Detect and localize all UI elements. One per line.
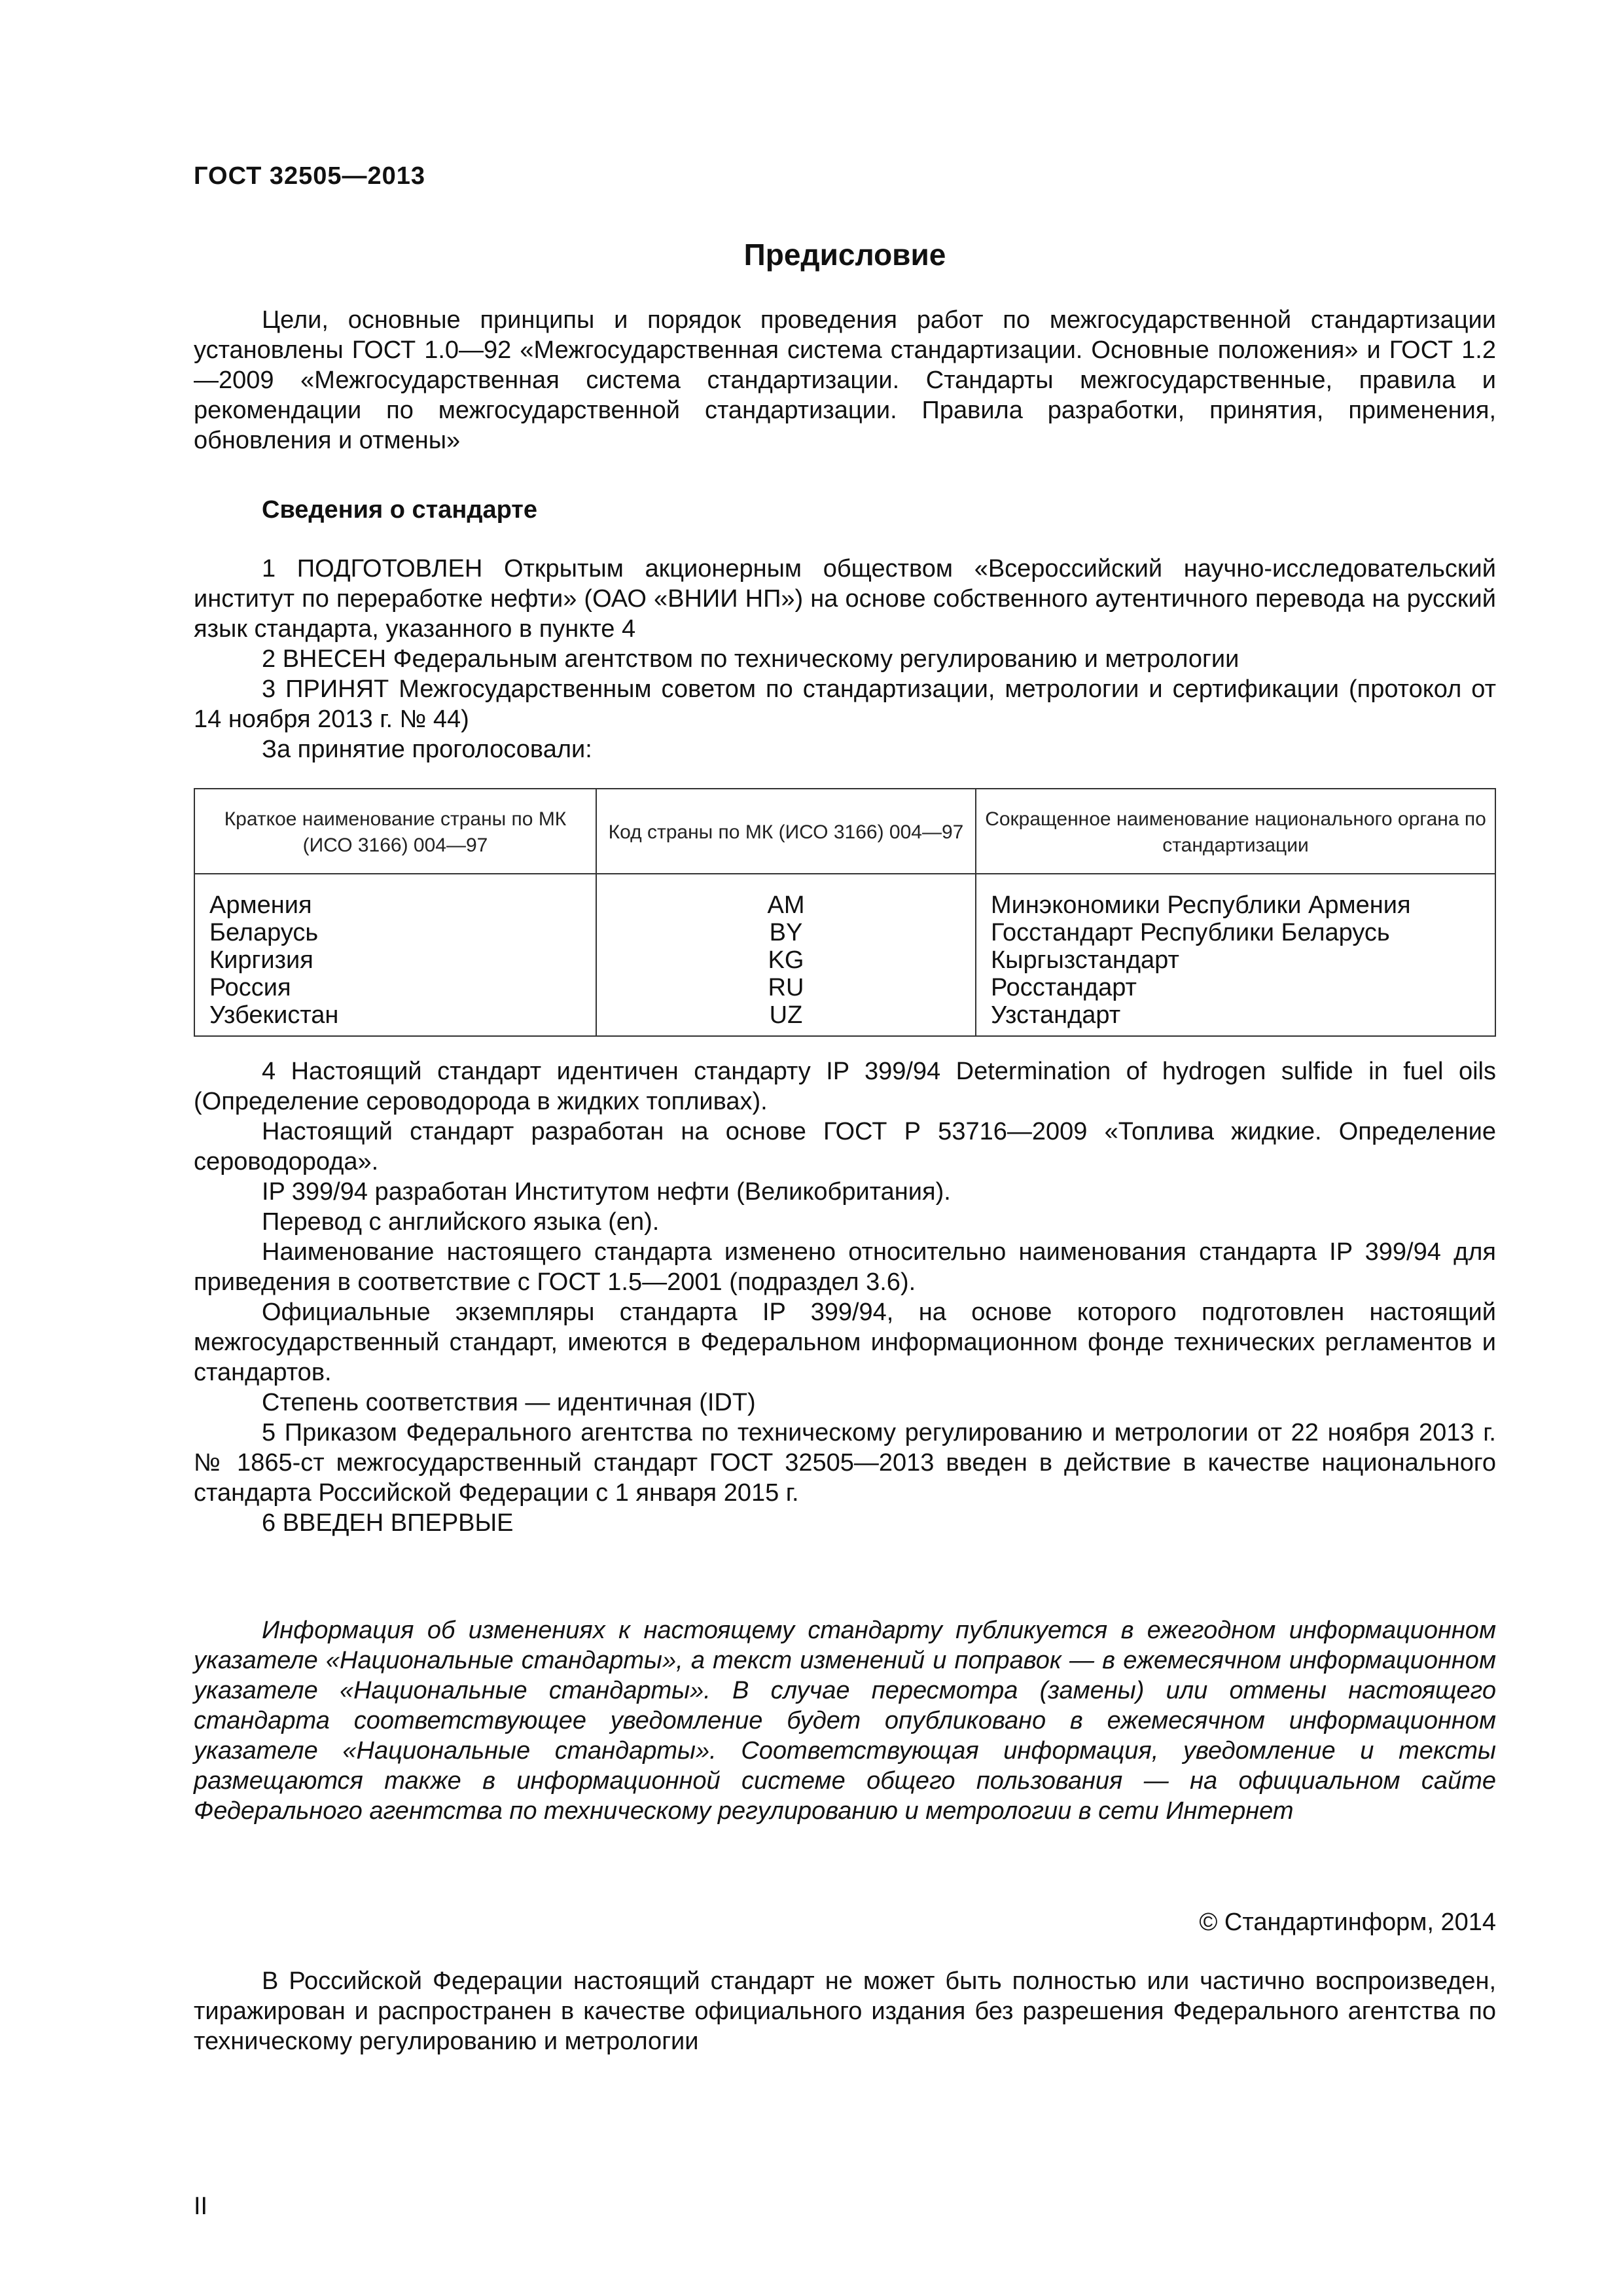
detail-paragraph: Наименование настоящего стандарта изменено относительно наименования стандарта IP 399/94 для приведения в соответствие с ГОСТ 1.5—2001 (подраздел 3.6). [194, 1238, 1496, 1296]
standards-body: Узстандарт [976, 1001, 1495, 1036]
info-section [194, 554, 1496, 764]
header-country-name: Краткое наименование страны по МК (ИСО 3166) 004—97 [194, 789, 596, 874]
info-paragraph-2: 2 ВНЕСЕН Федеральным агентством по техническому регулированию и метрологии [262, 645, 1240, 673]
detail-paragraph: Официальные экземпляры стандарта IP 399/94, на основе которого подготовлен настоящий межгосударственный стандарт, имеются в Федеральном информационном фонде технических регламентов и стандартов. [194, 1299, 1496, 1386]
country-name: Киргизия [194, 946, 596, 974]
page-title: Предисловие [743, 238, 946, 272]
section-heading: Сведения о стандарте [262, 496, 538, 524]
standards-body: Госстандарт Республики Беларусь [976, 919, 1495, 946]
detail-paragraph: 5 Приказом Федерального агентства по техническому регулированию и метрологии от 22 ноября 2013 г. № 1865-ст межгосударственный стандарт ГОСТ 32505—2013 введен в действие в качестве национального стандарта Российской Федерации с 1 января 2015 г. [194, 1419, 1496, 1507]
info-paragraph-3: 3 ПРИНЯТ Межгосударственным советом по стандартизации, метрологии и сертификации (протокол от 14 ноября 2013 г. № 44) [194, 675, 1496, 733]
table-row [194, 1001, 1495, 1036]
table-row [194, 874, 1495, 919]
detail-paragraph: Настоящий стандарт разработан на основе ГОСТ Р 53716—2009 «Топлива жидкие. Определение сероводорода». [194, 1118, 1496, 1175]
country-code: RU [596, 974, 976, 1001]
detail-paragraph: Степень соответствия — идентичная (IDT) [262, 1389, 756, 1416]
country-name: Узбекистан [194, 1001, 596, 1036]
country-name: Армения [194, 874, 596, 919]
header-country-code: Код страны по МК (ИСО 3166) 004—97 [596, 789, 976, 874]
page-number: II [194, 2193, 208, 2220]
country-code: BY [596, 919, 976, 946]
details-section [194, 1056, 1496, 1538]
detail-paragraph: Перевод с английского языка (en). [262, 1208, 660, 1236]
detail-paragraph: 4 Настоящий стандарт идентичен стандарту IP 399/94 Determination of hydrogen sulfide in fuel oils (Определение сероводорода в жидких топливах). [194, 1058, 1496, 1115]
table-header-row [194, 789, 1495, 874]
standards-body: Минэкономики Республики Армения [976, 874, 1495, 919]
detail-paragraph: 6 ВВЕДЕН ВПЕРВЫЕ [262, 1509, 514, 1537]
copyright-notice: © Стандартинформ, 2014 [1199, 1909, 1496, 1936]
table-row [194, 946, 1495, 974]
amendments-note: Информация об изменениях к настоящему стандарту публикуется в ежегодном информационном указателе «Национальные стандарты», а текст изменений и поправок — в ежемесячном информационном указателе «Национальные стандарты». В случае пересмотра (замены) или отмены настоящего стандарта соответствующее уведомление будет опубликовано в ежемесячном информационном указателе «Национальные стандарты». Соответствующая информация, уведомление и тексты размещаются также в информационной системе общего пользования — на официальном сайте Федерального агентства по техническому регулированию и метрологии в сети Интернет [194, 1617, 1496, 1825]
rights-paragraph: В Российской Федерации настоящий стандарт не может быть полностью или частично воспроизведен, тиражирован и распространен в качестве официального издания без разрешения Федерального агентства по техническому регулированию и метрологии [194, 1967, 1496, 2055]
intro-section [194, 305, 1496, 456]
country-name: Россия [194, 974, 596, 1001]
country-code: AM [596, 874, 976, 919]
country-code: KG [596, 946, 976, 974]
info-paragraph-1: 1 ПОДГОТОВЛЕН Открытым акционерным обществом «Всероссийский научно-исследовательский институт по переработке нефти» (ОАО «ВНИИ НП») на основе собственного аутентичного перевода на русский язык стандарта, указанного в пункте 4 [194, 555, 1496, 643]
rights-section [194, 1966, 1496, 2056]
country-name: Беларусь [194, 919, 596, 946]
standards-body: Кыргызстандарт [976, 946, 1495, 974]
voters-caption: За принятие проголосовали: [262, 736, 592, 763]
detail-paragraph: IP 399/94 разработан Институтом нефти (Великобритания). [262, 1178, 951, 1206]
standards-body: Росстандарт [976, 974, 1495, 1001]
country-code: UZ [596, 1001, 976, 1036]
intro-paragraph: Цели, основные принципы и порядок проведения работ по межгосударственной стандартизации установлены ГОСТ 1.0—92 «Межгосударственная система стандартизации. Основные положения» и ГОСТ 1.2—2009 «Межгосударственная система стандартизации. Стандарты межгосударственные, правила и рекомендации по межгосударственной стандартизации. Правила разработки, принятия, применения, обновления и отмены» [194, 306, 1496, 454]
voting-table [194, 788, 1496, 1037]
table-row [194, 974, 1495, 1001]
document-id: ГОСТ 32505—2013 [194, 162, 426, 190]
table-row [194, 919, 1495, 946]
header-standards-body: Сокращенное наименование национального органа по стандартизации [976, 789, 1495, 874]
